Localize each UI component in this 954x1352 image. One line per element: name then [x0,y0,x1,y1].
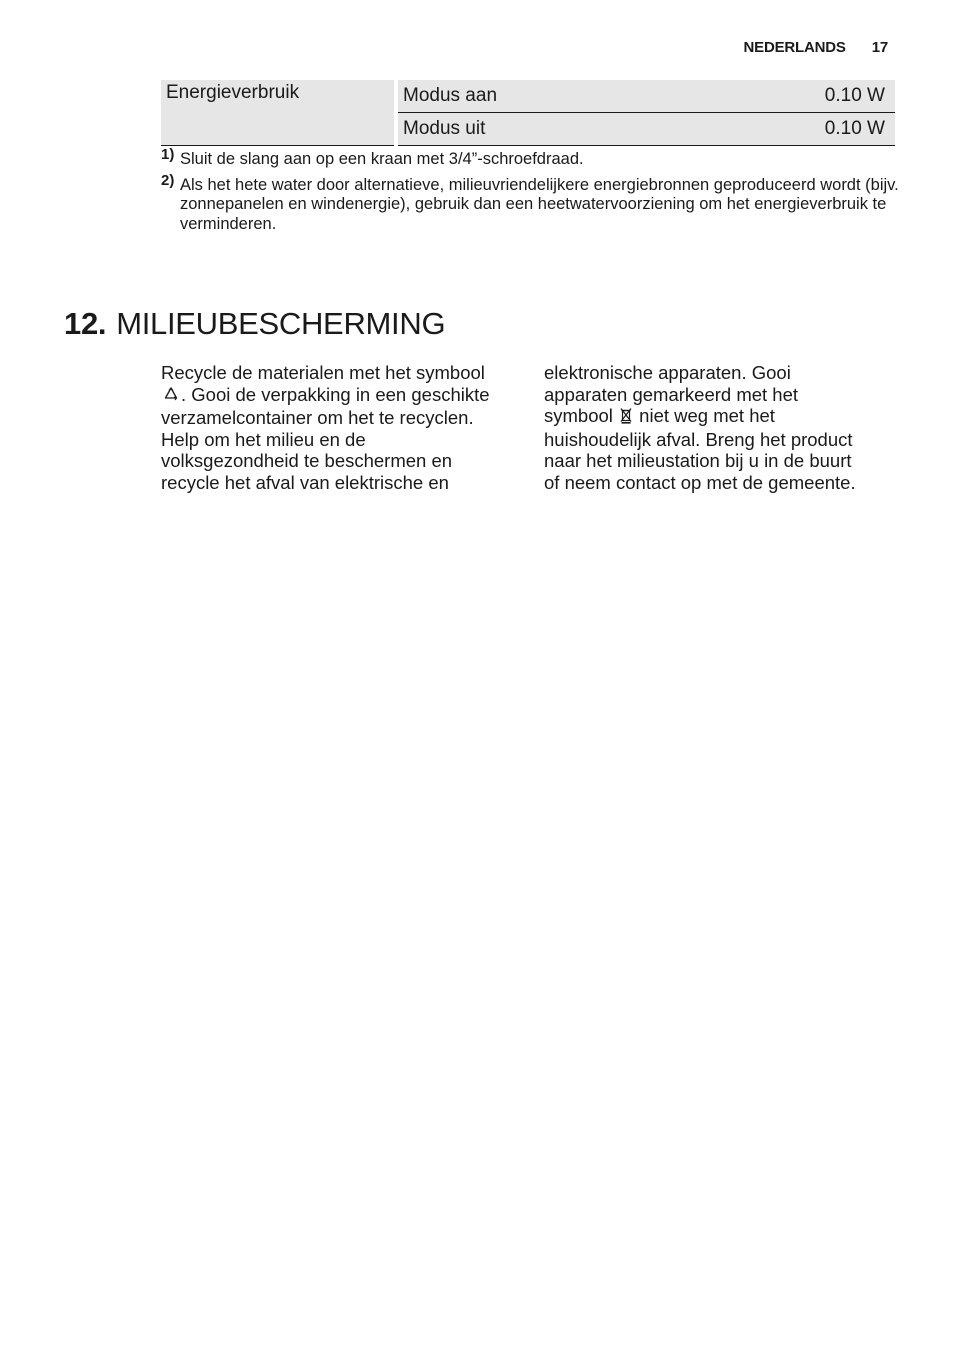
page-number: 17 [871,39,888,56]
crossed-out-bin-icon [620,407,632,429]
body-text: niet weg met het huishoudelijk afval. Breng het product naar het milieustation bij u in de buurt of neem contact op met de gemeente. [544,405,856,493]
paragraph [544,362,864,494]
body-text: elektronische apparaten. Gooi apparaten gemarkeerd met het symbool [544,362,799,427]
table-row [161,80,895,113]
body-text: Recycle de materialen met het symbool [161,362,485,383]
energy-label-cell [161,80,394,146]
mode-cell: Modus uit [398,113,743,146]
footnotes [161,146,901,240]
section-number: 12. [64,306,107,341]
mode-cell: Modus aan [398,80,743,113]
section-title: MILIEUBESCHERMING [116,306,446,341]
footnote-number: 1) [161,146,175,163]
footnote-number: 2) [161,171,175,189]
body-column-right [544,362,864,494]
recycle-icon [163,386,179,408]
footnote [161,146,901,170]
header-language: NEDERLANDS [743,39,846,56]
energy-label: Energieverbruik [166,82,300,103]
body-text: . Gooi de verpakking in een geschikte verzamelcontainer om het te recyclen. [161,383,490,429]
value-cell: 0.10 W [743,80,895,113]
value-cell: 0.10 W [743,113,895,146]
footnote-text: Sluit de slang aan op een kraan met 3/4”-schroefdraad. [180,150,584,168]
paragraph: Help om het milieu en de volksgezondheid te beschermen en recycle het afval van elektrische en [161,428,453,493]
footnote [161,171,901,235]
footnote-text: Als het hete water door alternatieve, milieuvriendelijkere energiebronnen geproduceerd wordt (bijv. zonnepanelen en windenergie), gebruik dan een heetwatervoorziening om het energieverbruik te verminderen. [180,175,899,233]
running-header [744,39,888,56]
body-column-left [161,362,501,494]
section-heading [64,306,445,342]
paragraph [161,362,501,429]
energy-table [161,80,895,146]
